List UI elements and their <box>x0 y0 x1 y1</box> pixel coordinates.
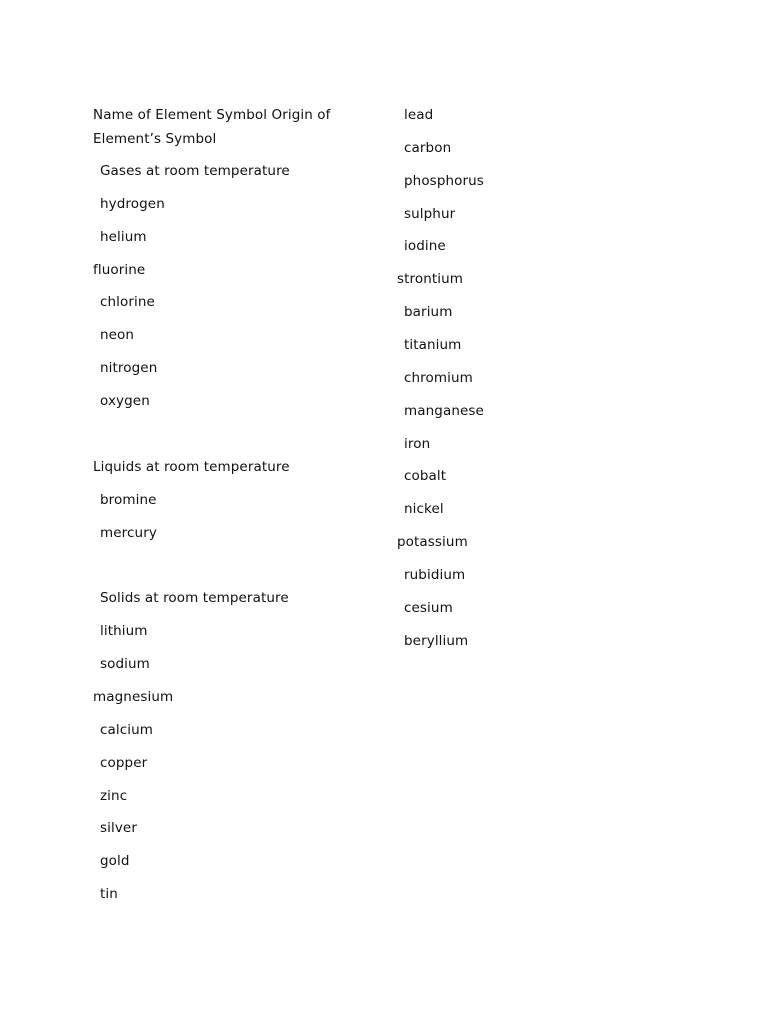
list-item: fluorine <box>93 262 146 278</box>
list-item: sodium <box>100 656 150 672</box>
list-item: silver <box>100 820 137 836</box>
list-item: titanium <box>404 337 462 353</box>
list-item: beryllium <box>404 633 469 649</box>
list-item: iron <box>404 436 431 452</box>
solids-heading: Solids at room temperature <box>100 590 289 606</box>
list-item: chlorine <box>100 294 155 310</box>
list-item: neon <box>100 327 135 343</box>
list-item: nickel <box>404 501 444 517</box>
list-item: bromine <box>100 492 157 508</box>
list-item: copper <box>100 755 148 771</box>
list-item: mercury <box>100 525 157 541</box>
list-item: phosphorus <box>404 173 484 189</box>
table-header: Name of Element Symbol Origin of Element’s Symbol <box>93 107 331 147</box>
list-item: rubidium <box>404 567 466 583</box>
list-item: strontium <box>397 271 464 287</box>
gases-heading: Gases at room temperature <box>100 163 290 179</box>
list-item: chromium <box>404 370 473 386</box>
list-item: manganese <box>404 403 484 419</box>
liquids-heading: Liquids at room temperature <box>93 459 290 475</box>
list-item: sulphur <box>404 206 456 222</box>
list-item: calcium <box>100 722 154 738</box>
list-item: magnesium <box>93 689 174 705</box>
list-item: hydrogen <box>100 196 165 212</box>
list-item: helium <box>100 229 147 245</box>
list-item: cesium <box>404 600 453 616</box>
list-item: zinc <box>100 788 128 804</box>
list-item: oxygen <box>100 393 150 409</box>
list-item: carbon <box>404 140 452 156</box>
list-item: barium <box>404 304 453 320</box>
list-item: tin <box>100 886 118 902</box>
list-item: iodine <box>404 238 446 254</box>
list-item: cobalt <box>404 468 447 484</box>
list-item: gold <box>100 853 130 869</box>
list-item: potassium <box>397 534 468 550</box>
list-item: lithium <box>100 623 148 639</box>
list-item: lead <box>404 107 434 123</box>
list-item: nitrogen <box>100 360 158 376</box>
